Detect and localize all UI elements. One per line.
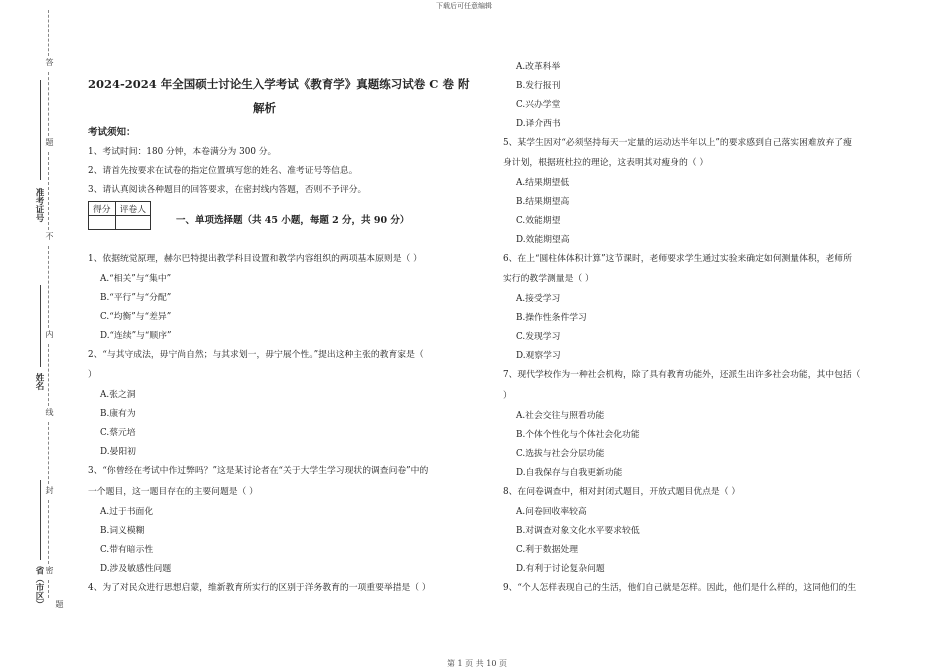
question-3: 3、“你曾经在考试中作过弊吗？”这是某讨论者在“关于大学生学习现状的调查问卷”中的 xyxy=(88,466,429,476)
question-option: B.康有为 xyxy=(100,409,136,419)
question-option: B.对调查对象文化水平要求较低 xyxy=(516,526,640,536)
question-2-cont: ） xyxy=(88,370,97,380)
binding-char: 不 xyxy=(45,232,54,240)
question-7: 7、现代学校作为一种社会机构，除了具有教育功能外，还派生出许多社会功能，其中包括（ xyxy=(503,370,861,380)
question-option: A.问卷回收率较高 xyxy=(516,507,587,517)
name-label: 姓名 xyxy=(34,373,44,390)
question-option: C.利于数据处理 xyxy=(516,545,578,555)
binding-char: 密 xyxy=(45,566,54,574)
question-2: 2、“与其守成法，毋宁尚自然；与其求划一，毋宁展个性。”提出这种主张的教育家是（ xyxy=(88,350,424,360)
question-option: B.发行报刊 xyxy=(516,81,561,91)
question-9: 9、“个人怎样表现自己的生活，他们自己就是怎样。因此，他们是什么样的，这同他们的生 xyxy=(503,583,857,593)
question-option: C.带有暗示性 xyxy=(100,545,154,555)
binding-char: 题 xyxy=(55,600,64,608)
score-cell xyxy=(89,216,116,230)
question-option: C.选拔与社会分层功能 xyxy=(516,449,605,459)
question-option: D.涉及敏感性问题 xyxy=(100,564,172,574)
header-note: 下载后可任意编辑 xyxy=(436,2,492,10)
notice-title: 考试须知： xyxy=(88,127,136,138)
question-option: D.晏阳初 xyxy=(100,447,136,457)
question-option: A.社会交往与照看功能 xyxy=(516,411,605,421)
question-option: A.改革科举 xyxy=(516,62,561,72)
page-footer: 第 1 页 共 10 页 xyxy=(447,659,507,668)
question-option: B.词义模糊 xyxy=(100,526,145,536)
question-option: C.效能期望 xyxy=(516,216,561,226)
notice-item: 3、请认真阅读各种题目的回答要求，在密封线内答题，否则不予评分。 xyxy=(88,185,367,195)
question-1: 1、依据统觉原理，赫尔巴特提出教学科目设置和教学内容组织的两项基本原则是（ ） xyxy=(88,254,422,264)
question-option: A.接受学习 xyxy=(516,294,561,304)
question-5-cont: 身计划，根据班杜拉的理论，这表明其对瘦身的（ ） xyxy=(503,158,709,168)
question-option: D.“连续”与“顺序” xyxy=(100,331,172,341)
question-option: D.观察学习 xyxy=(516,351,561,361)
binding-char: 答 xyxy=(45,58,54,66)
question-5: 5、某学生因对“必须坚持每天一定量的运动达半年以上”的要求感到自己落实困难放弃了瘦 xyxy=(503,138,852,148)
notice-item: 2、请首先按要求在试卷的指定位置填写您的姓名、准考证号等信息。 xyxy=(88,166,358,176)
question-option: D.译介西书 xyxy=(516,119,561,129)
binding-char: 内 xyxy=(45,330,54,338)
question-option: A.过于书面化 xyxy=(100,507,154,517)
exam-title-line2: 解析 xyxy=(253,101,276,115)
question-option: B.“平行”与“分配” xyxy=(100,293,172,303)
grader-label: 评卷人 xyxy=(115,202,150,216)
notice-item: 1、考试时间：180 分钟，本卷满分为 300 分。 xyxy=(88,147,277,157)
name-line xyxy=(40,285,41,367)
question-option: C.“均衡”与“差异” xyxy=(100,312,172,322)
question-4: 4、为了对民众进行思想启蒙，维新教育所实行的区别于洋务教育的一项重要举措是（ ） xyxy=(88,583,431,593)
question-option: C.发现学习 xyxy=(516,332,561,342)
question-option: C.兴办学堂 xyxy=(516,100,561,110)
question-option: A.“相关”与“集中” xyxy=(100,274,172,284)
binding-char: 题 xyxy=(45,138,54,146)
question-3-cont: 一个题目，这一题目存在的主要问题是（ ） xyxy=(88,487,258,497)
binding-char: 封 xyxy=(45,486,54,494)
question-option: B.个体个性化与个体社会化功能 xyxy=(516,430,640,440)
binding-char: 线 xyxy=(45,408,54,416)
question-option: B.操作性条件学习 xyxy=(516,313,587,323)
question-option: B.结果期望高 xyxy=(516,197,570,207)
question-option: A.结果期望低 xyxy=(516,178,570,188)
question-8: 8、在问卷调查中，相对封闭式题目，开放式题目优点是（ ） xyxy=(503,487,741,497)
question-6: 6、在上“圆柱体体积计算”这节课时，老师要求学生通过实验来确定如何测量体积，老师所 xyxy=(503,254,852,264)
province-label: 省（市区） xyxy=(34,566,44,609)
score-label: 得分 xyxy=(89,202,116,216)
question-option: D.有利于讨论复杂问题 xyxy=(516,564,605,574)
grader-cell xyxy=(115,216,150,230)
exam-number-line xyxy=(40,80,41,180)
exam-number-label: 准考证号 xyxy=(34,188,44,222)
exam-title-line1: 2024-2024 年全国硕士讨论生入学考试《教育学》真题练习试卷 C 卷 附 xyxy=(88,77,470,91)
question-option: D.效能期望高 xyxy=(516,235,570,245)
question-option: D.自我保存与自我更新功能 xyxy=(516,468,623,478)
question-option: A.张之洞 xyxy=(100,390,136,400)
question-7-cont: ） xyxy=(503,391,512,401)
score-box xyxy=(88,201,151,230)
province-line xyxy=(40,480,41,560)
question-6-cont: 实行的教学测量是（ ） xyxy=(503,274,594,284)
question-option: C.蔡元培 xyxy=(100,428,136,438)
section-title: 一、单项选择题（共 45 小题，每题 2 分，共 90 分） xyxy=(176,215,410,226)
